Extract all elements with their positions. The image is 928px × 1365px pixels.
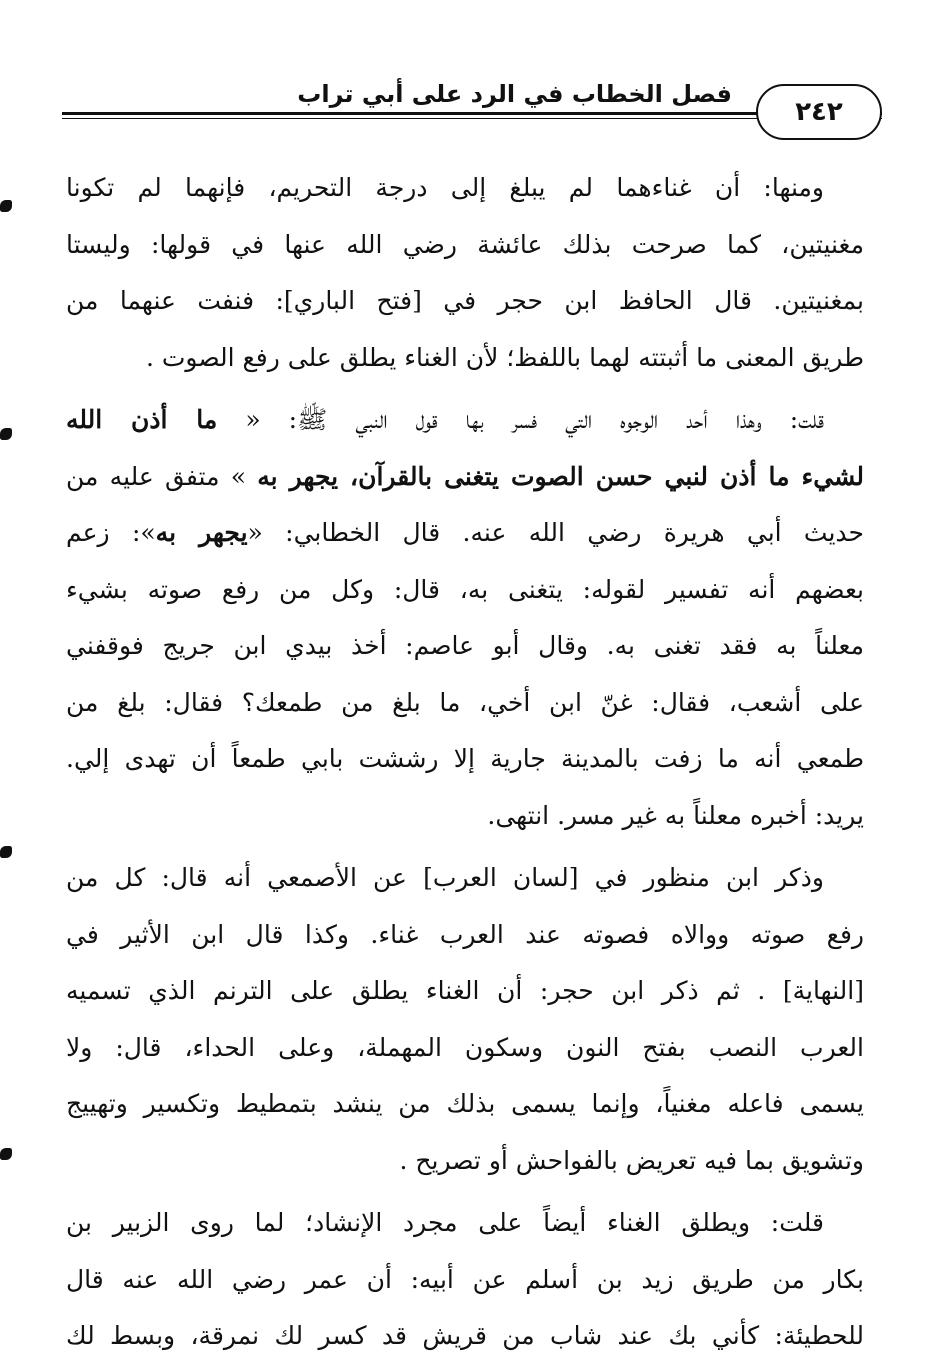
text-line: بمغنيتين. قال الحافظ ابن حجر في [فتح الباري]: فنفت عنهما من [66, 286, 864, 315]
text-line [66, 505, 864, 562]
margin-mark [0, 200, 12, 212]
text-line: بعضهم أنه تفسير لقوله: يتغنى به، قال: وكل من رفع صوته بشيء [66, 574, 864, 604]
hadith-text: ما أذن الله [66, 405, 218, 434]
body-text [66, 160, 864, 1365]
margin-mark [0, 1148, 12, 1160]
text-run: قلت: وهذا أحد الوجوه التي فسر بها قول النبي ﷺ: « [245, 405, 824, 434]
running-title: فصل الخطاب في الرد على أبي تراب [297, 80, 732, 108]
text-line: وذكر ابن منظور في [لسان العرب] عن الأصمعي أنه قال: كل من [66, 863, 824, 892]
text-line: يسمى فاعله مغنياً، وإنما يسمى بذلك من ينشد بتمطيط وتكسير وتهييج [66, 1089, 864, 1118]
text-line: مغنيتين، كما صرحت بذلك عائشة رضي الله عنها في قولها: وليستا [66, 229, 864, 259]
hadith-text: يجهر به [155, 518, 248, 547]
paragraph-2 [66, 392, 864, 844]
text-line: ومنها: أن غناءهما لم يبلغ إلى درجة التحريم، فإنهما لم تكونا [66, 173, 824, 202]
text-run: »: زعم [66, 518, 156, 547]
text-line: طريق المعنى ما أثبتته لهما باللفظ؛ لأن الغناء يطلق على رفع الصوت . [145, 342, 864, 372]
text-line: على أشعب، فقال: غنّ ابن أخي، ما بلغ من طمعك؟ فقال: بلغ من [66, 687, 864, 717]
text-line: قلت: ويطلق الغناء أيضاً على مجرد الإنشاد؛ لما روى الزبير بن [66, 1208, 824, 1237]
text-line: [النهاية] . ثم ذكر ابن حجر: أن الغناء يطلق على الترنم الذي تسميه [66, 976, 864, 1005]
text-line [66, 449, 864, 506]
paragraph-1 [66, 160, 864, 386]
text-line: يريد: أخبره معلناً به غير مسر. انتهى. [487, 800, 864, 830]
text-run: حديث أبي هريرة رضي الله عنه. قال الخطابي: « [247, 518, 864, 547]
text-line: العرب النصب بفتح النون وسكون المهملة، وعلى الحداء، قال: ولا [66, 1032, 864, 1062]
paragraph-4 [66, 1195, 864, 1365]
page-header [62, 70, 882, 140]
text-line: رفع صوته ووالاه فصوته عند العرب غناء. وكذا قال ابن الأثير في [66, 919, 864, 949]
text-run: » متفق عليه من [66, 461, 247, 491]
text-line: بكار من طريق زيد بن أسلم عن أبيه: أن عمر رضي الله عنه قال [66, 1264, 864, 1294]
text-line: للحطيئة: كأني بك عند شاب من قريش قد كسر لك نمرقة، وبسط لك [66, 1321, 864, 1350]
text-line: معلناً به فقد تغنى به. وقال أبو عاصم: أخذ بيدي ابن جريج فوقفني [66, 631, 864, 660]
paragraph-3 [66, 850, 864, 1189]
hadith-text: لشيء ما أذن لنبي حسن الصوت يتغنى بالقرآن، يجهر به [257, 461, 864, 491]
text-line [66, 392, 864, 449]
margin-mark [0, 428, 12, 440]
margin-mark [0, 846, 12, 858]
page-number: ٢٤٢ [756, 84, 882, 140]
text-line: وتشويق بما فيه تعريض بالفواحش أو تصريح . [399, 1145, 864, 1175]
text-line: طمعي أنه ما زفت بالمدينة جارية إلا رششت بابي طمعاً أن تهدى إلي. [66, 744, 864, 773]
